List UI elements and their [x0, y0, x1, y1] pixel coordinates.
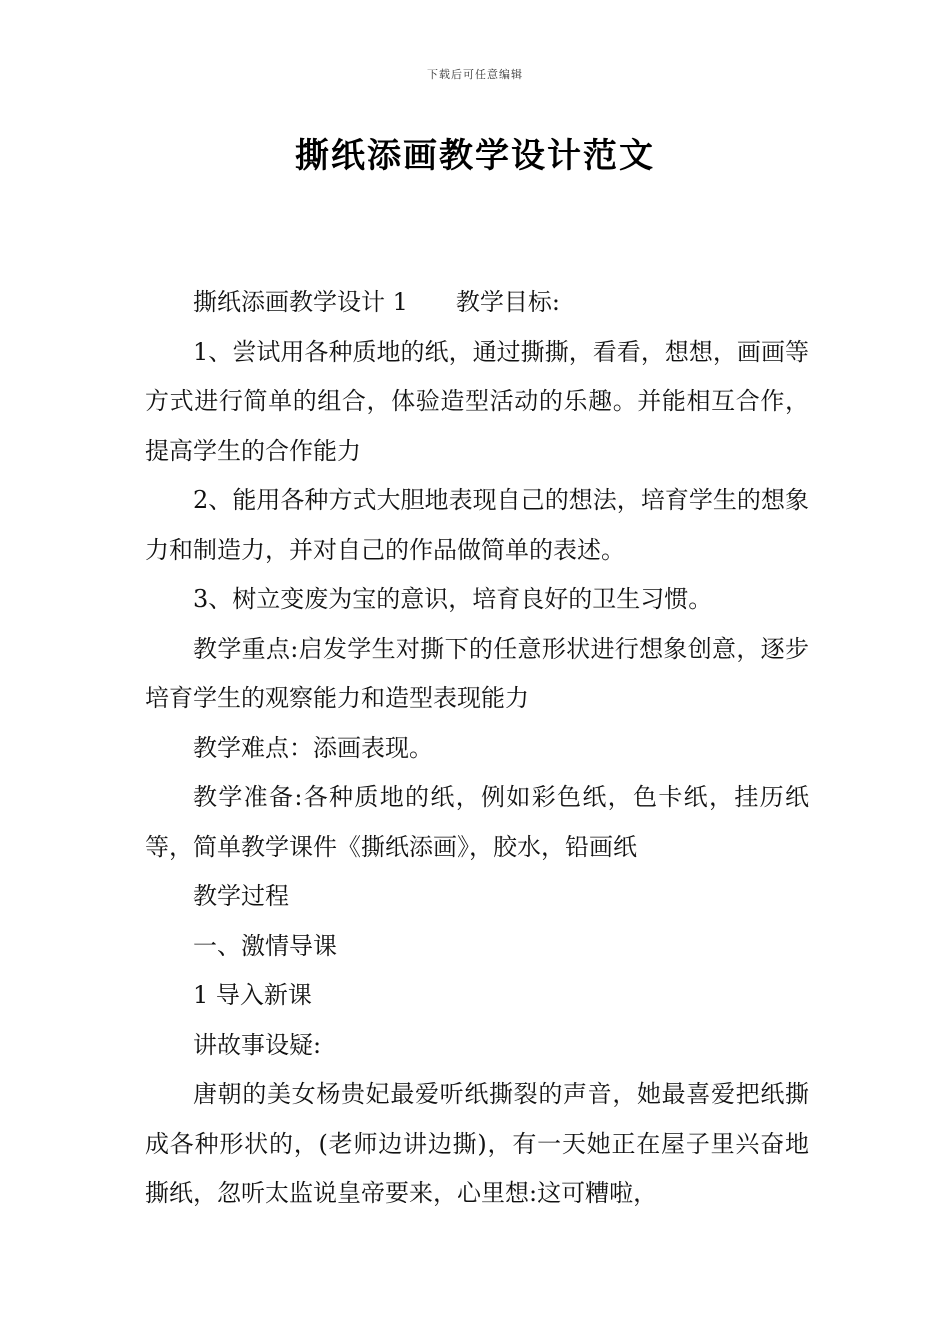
paragraph-process-heading: 教学过程 — [193, 882, 289, 910]
paragraph-section-1: 一、激情导课 — [193, 931, 337, 960]
paragraph-difficulties: 教学难点：添画表现。 — [193, 733, 433, 762]
paragraph-story-label: 讲故事设疑: — [193, 1030, 322, 1059]
paragraph-story: 唐朝的美女杨贵妃最爱听纸撕裂的声音，她最喜爱把纸撕成各种形状的，(老师边讲边撕)，有一天她正在屋子里兴奋地撕纸，忽听太监说皇帝要来，心里想:这可糟啦， — [145, 1080, 809, 1207]
paragraph-design-intro: 撕纸添画教学设计 1 教学目标: — [193, 288, 560, 316]
document-body — [145, 278, 809, 1219]
paragraph-goal-1: 1、尝试用各种质地的纸，通过撕撕，看看，想想，画画等方式进行简单的组合，体验造型活动的乐趣。并能相互合作，提高学生的合作能力 — [145, 337, 809, 465]
header-note: 下载后可任意编辑 — [427, 68, 523, 81]
paragraph-goal-2: 2、能用各种方式大胆地表现自己的想法，培育学生的想象力和制造力，并对自己的作品做简单的表述。 — [145, 486, 809, 564]
document-title: 撕纸添画教学设计范文 — [295, 136, 655, 176]
paragraph-preparation: 教学准备:各种质地的纸，例如彩色纸，色卡纸，挂历纸等，简单教学课件《撕纸添画》，胶水，铅画纸 — [145, 783, 809, 861]
paragraph-goal-3: 3、树立变废为宝的意识，培育良好的卫生习惯。 — [193, 585, 713, 613]
paragraph-subsection-1: 1 导入新课 — [193, 981, 312, 1009]
paragraph-key-points: 教学重点:启发学生对撕下的任意形状进行想象创意，逐步培育学生的观察能力和造型表现能力 — [145, 634, 809, 712]
